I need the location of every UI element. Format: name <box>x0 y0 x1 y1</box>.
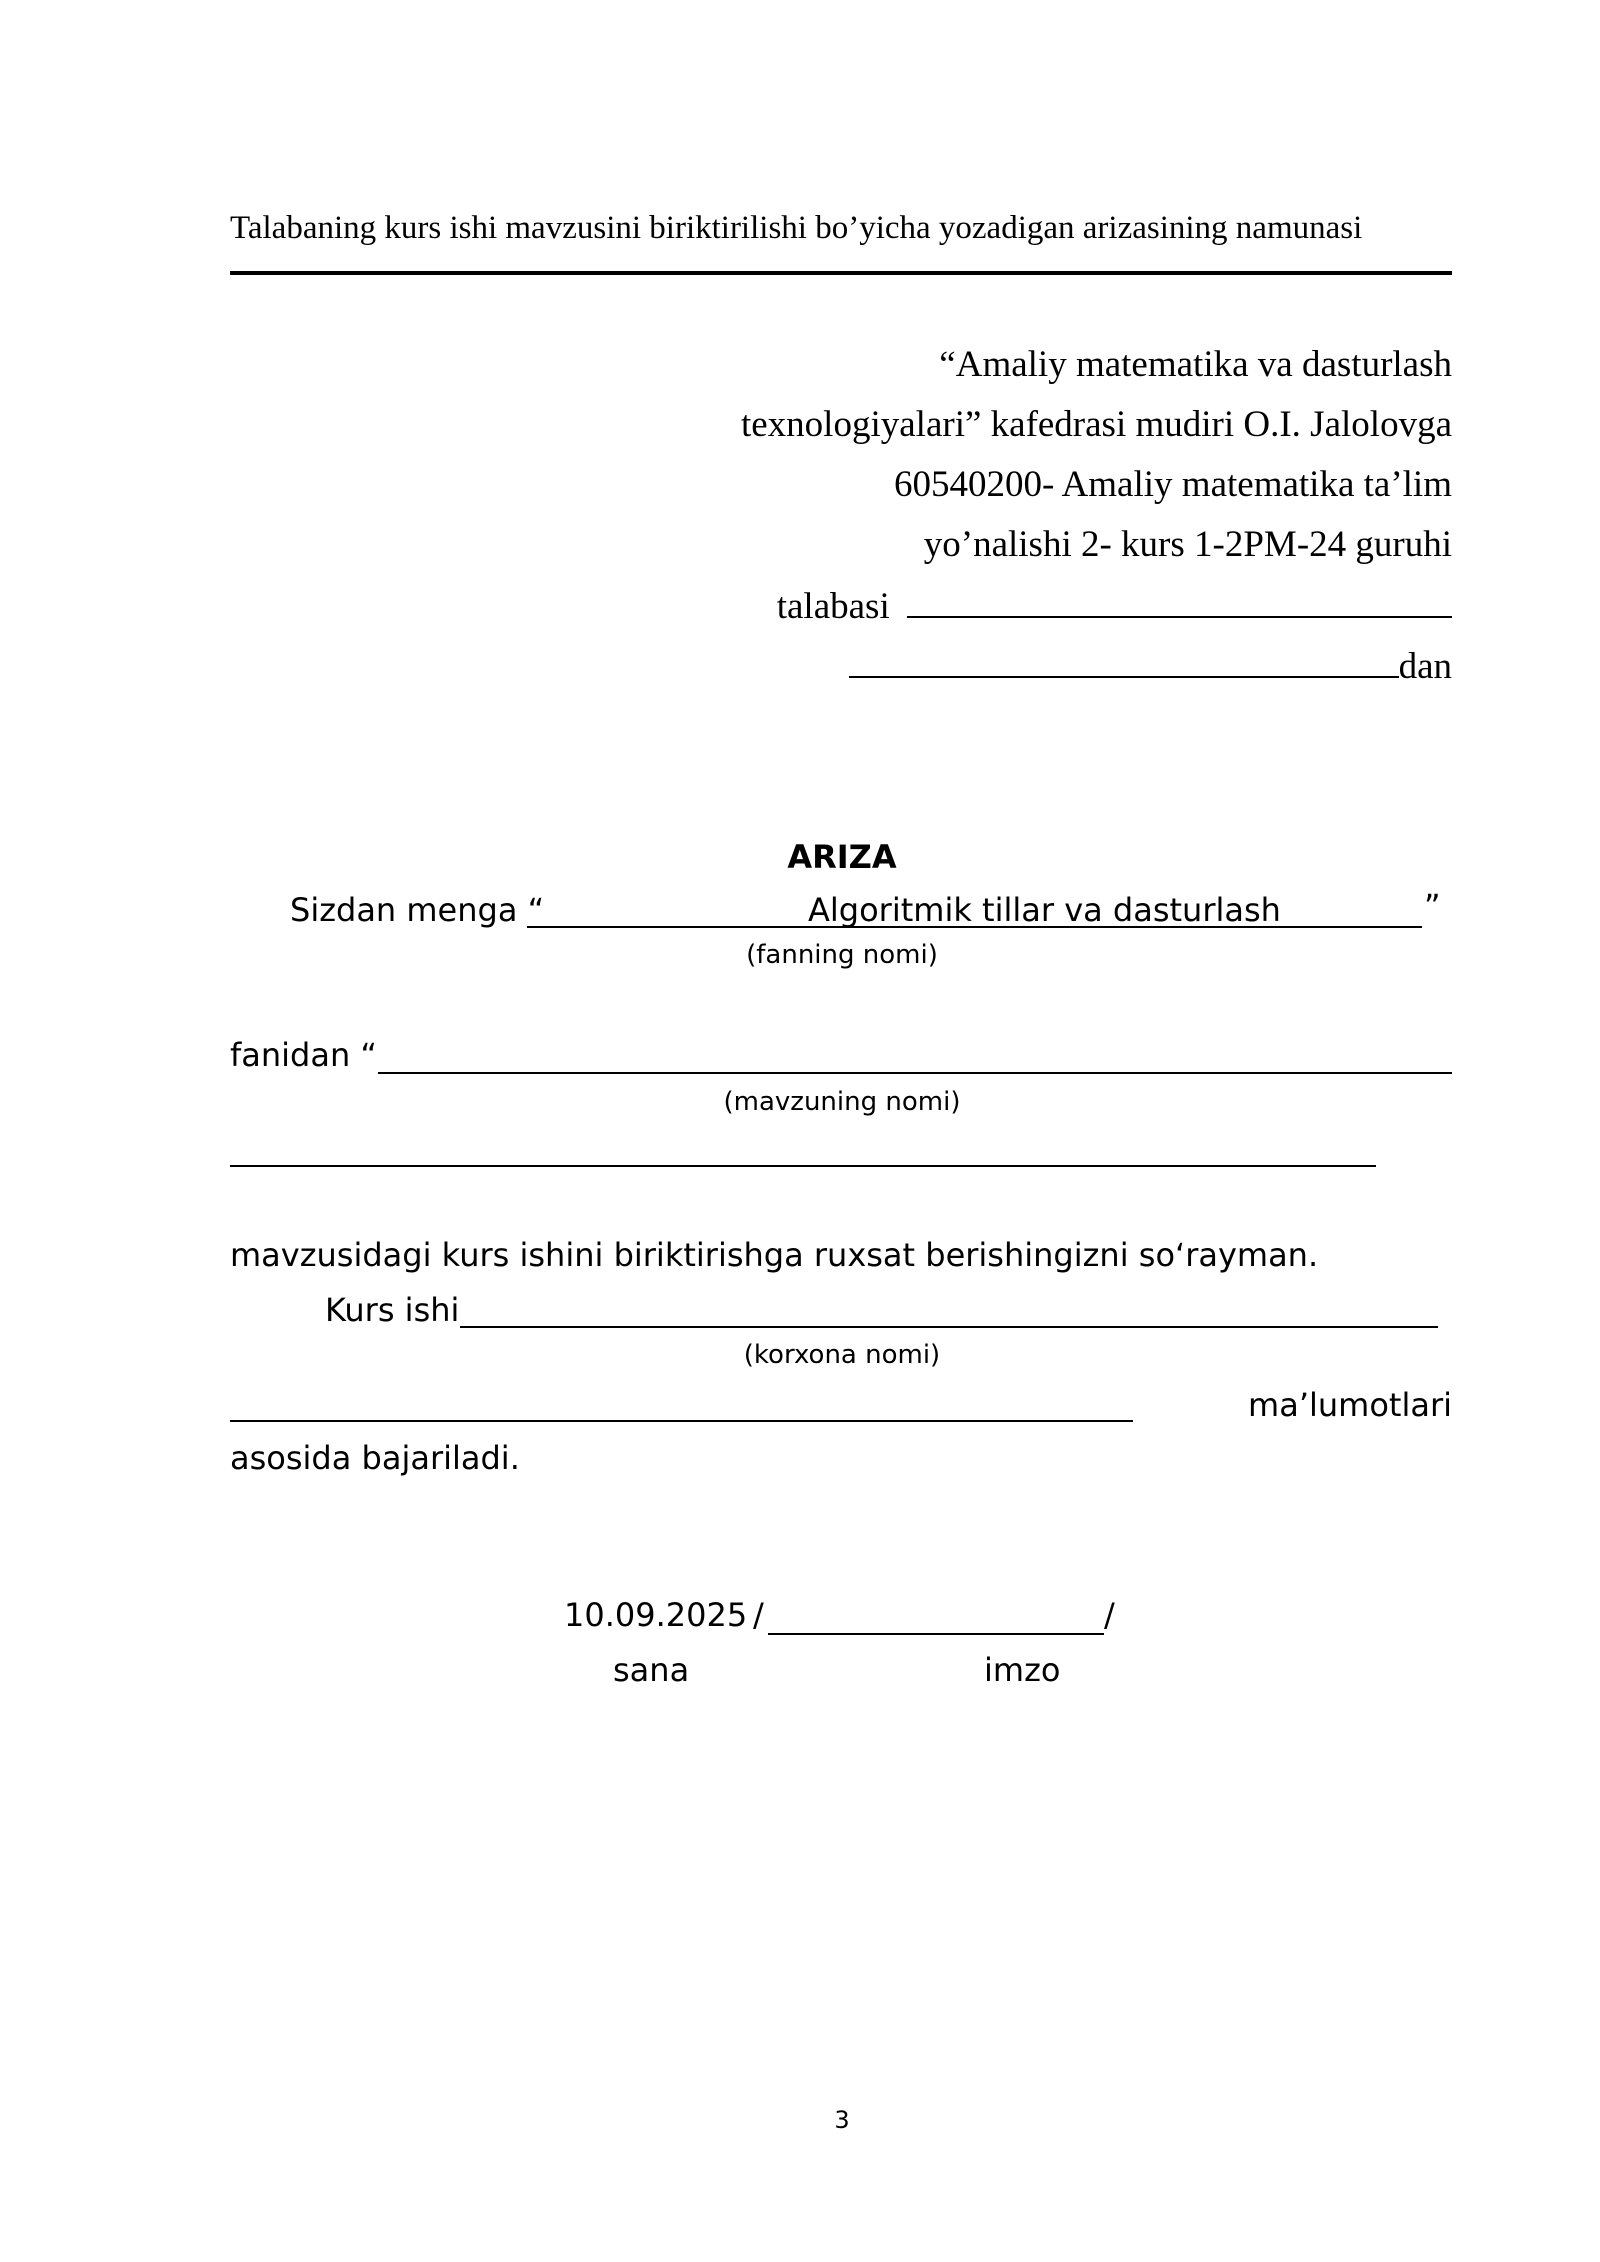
header-rule <box>230 271 1452 275</box>
addressee-student-line <box>452 580 1452 632</box>
page-number: 3 <box>834 2106 850 2134</box>
addressee-line-3: 60540200- Amaliy matematika ta’lim <box>894 464 1452 505</box>
topic-prefix: fanidan “ <box>230 1036 377 1074</box>
topic-field-line[interactable] <box>378 1072 1452 1074</box>
from-suffix: dan <box>1398 646 1452 687</box>
company-field-line[interactable] <box>460 1326 1438 1328</box>
student-name-field[interactable] <box>907 580 1452 618</box>
subject-caption: (fanning nomi) <box>746 940 938 970</box>
addressee-line-1: “Amaliy matematika va dasturlash <box>939 344 1452 385</box>
application-title: ARIZA <box>787 838 897 876</box>
work-prefix: Kurs ishi <box>325 1291 460 1329</box>
subject-suffix: ” <box>1424 887 1441 925</box>
data-suffix: ma’lumotlari <box>1248 1386 1452 1424</box>
company-field-line-2[interactable] <box>230 1420 1133 1422</box>
addressee-from-line <box>452 640 1452 692</box>
closing-text: asosida bajariladi. <box>230 1439 520 1477</box>
topic-caption: (mavzuning nomi) <box>723 1087 961 1117</box>
date-label: sana <box>613 1651 690 1689</box>
signature-slash-open: / <box>753 1596 764 1634</box>
signature-date: 10.09.2025 <box>564 1596 748 1634</box>
signature-slash-close: / <box>1104 1596 1115 1634</box>
header-title: Talabaning kurs ishi mavzusini biriktirilishi bo’yicha yozadigan arizasining namunasi <box>230 210 1363 246</box>
topic-field-line-2[interactable] <box>230 1165 1376 1167</box>
subject-value: Algoritmik tillar va dasturlash <box>808 891 1281 929</box>
student-fullname-field[interactable] <box>849 640 1399 678</box>
request-text: mavzusidagi kurs ishini biriktirishga ruxsat berishingizni so‘rayman. <box>230 1236 1319 1274</box>
signature-field-line[interactable] <box>768 1633 1104 1635</box>
student-label: talabasi <box>776 586 890 627</box>
addressee-line-4: yo’nalishi 2- kurs 1-2PM-24 guruhi <box>923 524 1452 565</box>
addressee-line-2: texnologiyalari” kafedrasi mudiri O.I. Jalolovga <box>740 404 1452 445</box>
subject-prefix: Sizdan menga “ <box>290 891 545 929</box>
sign-label: imzo <box>984 1651 1061 1689</box>
company-caption: (korxona nomi) <box>743 1340 941 1370</box>
